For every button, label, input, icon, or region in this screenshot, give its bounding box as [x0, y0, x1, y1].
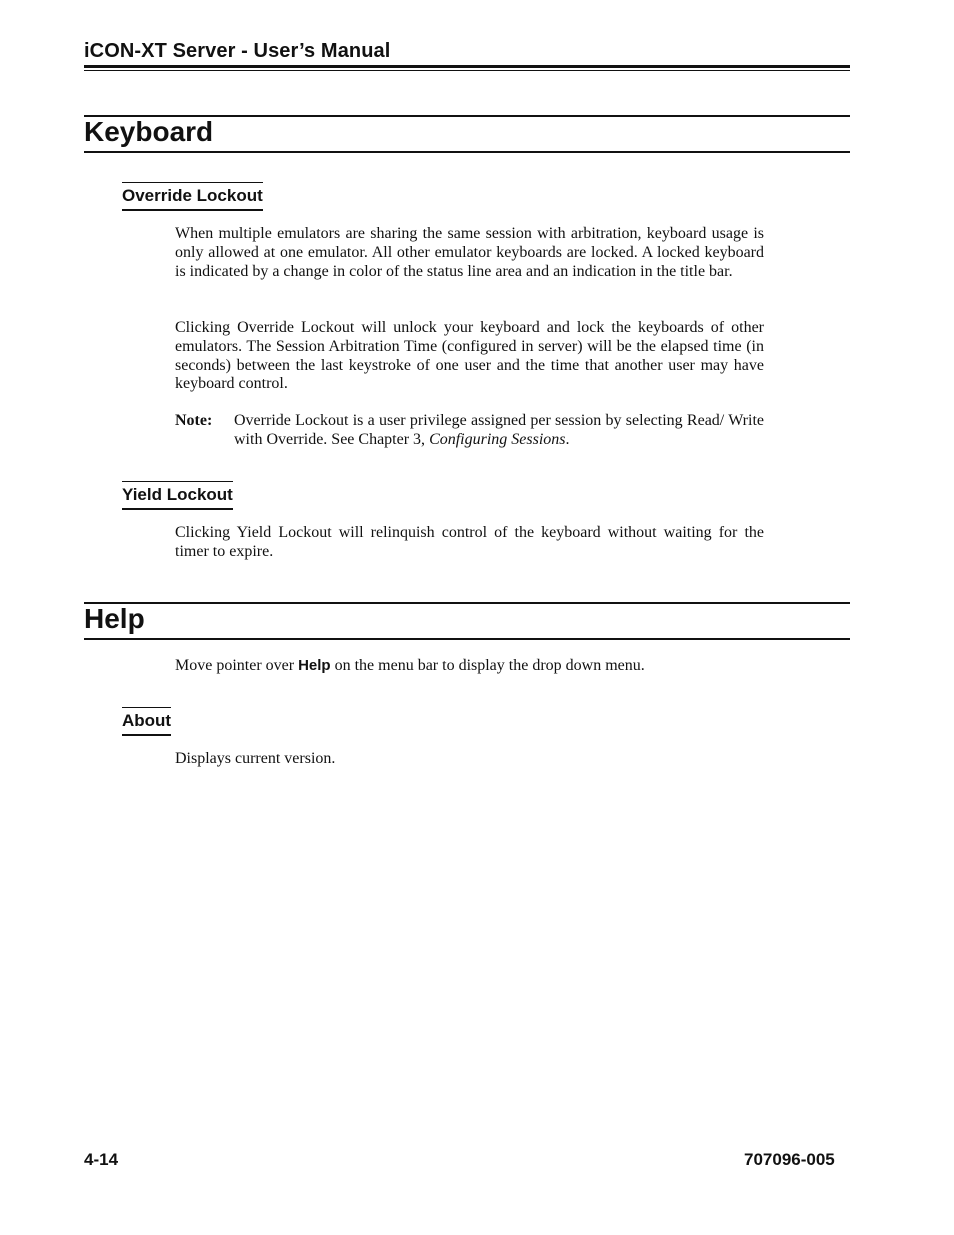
help-intro-start: Move pointer over — [175, 657, 299, 674]
help-heading: Help — [84, 603, 145, 634]
keyboard-heading: Keyboard — [84, 116, 214, 147]
note-label: Note: — [175, 412, 213, 429]
about-heading: About — [122, 711, 171, 736]
help-top-rule — [84, 602, 850, 604]
chapter-reference: Configuring Sessions — [429, 430, 566, 448]
override-lockout-paragraph-1: When multiple emulators are sharing the same session with arbitration, keyboard usage is only allowed at one emulator. All other emulator keyboards are locked. A locked keyboard is indicated by a change in color of the status line area and an indication in the title bar. — [175, 225, 764, 280]
note-body-text: Override Lockout is a user privilege assigned per session by selecting Read/ Write with Override. See Chapter 3, — [234, 412, 764, 448]
override-lockout-heading: Override Lockout — [122, 186, 263, 211]
help-intro-paragraph — [175, 657, 764, 676]
page-number: 4-14 — [84, 1150, 119, 1169]
yield-lockout-paragraph: Clicking Yield Lockout will relinquish control of the keyboard without waiting for the timer to expire. — [175, 524, 764, 560]
header-rule-thin — [84, 70, 850, 71]
running-header: iCON-XT Server - User’s Manual — [84, 40, 391, 62]
about-paragraph: Displays current version. — [175, 750, 336, 767]
yield-lockout-heading: Yield Lockout — [122, 485, 233, 510]
help-menu-name: Help — [298, 657, 331, 674]
override-lockout-paragraph-2: Clicking Override Lockout will unlock your keyboard and lock the keyboards of other emulators. The Session Arbitration Time (configured in server) will be the elapsed time (in seconds) between the last keystroke of one user and the time that another user may have keyboard control. — [175, 319, 764, 393]
help-bottom-rule — [84, 638, 850, 640]
header-rule — [84, 65, 850, 68]
help-intro-end: on the menu bar to display the drop down menu. — [330, 657, 645, 674]
keyboard-bottom-rule — [84, 151, 850, 153]
note-text — [234, 412, 764, 450]
document-number: 707096-005 — [744, 1150, 835, 1169]
note-end: . — [565, 430, 570, 448]
